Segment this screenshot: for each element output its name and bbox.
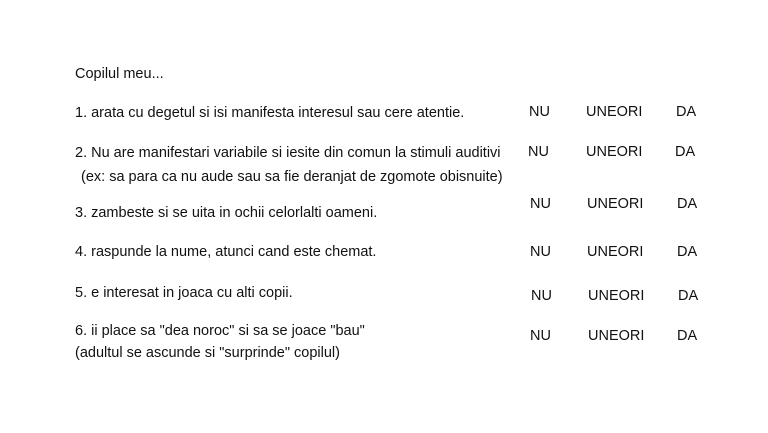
question-4-option-da[interactable]: DA [677,244,698,260]
question-1-option-da[interactable]: DA [676,104,697,120]
question-3-option-uneori[interactable]: UNEORI [587,196,644,212]
question-2-text: 2. Nu are manifestari variabile si iesite din comun la stimuli auditivi [75,145,501,161]
question-2-option-da[interactable]: DA [675,144,696,160]
question-6-option-da[interactable]: DA [677,328,698,344]
question-1-option-uneori[interactable]: UNEORI [586,104,643,120]
question-1-option-nu[interactable]: NU [529,104,550,120]
question-4-option-uneori[interactable]: UNEORI [587,244,644,260]
question-5-option-da[interactable]: DA [678,288,699,304]
question-2-option-nu[interactable]: NU [528,144,549,160]
question-5-text: 5. e interesat in joaca cu alti copii. [75,285,293,301]
slide-heading: Copilul meu... [75,66,164,82]
question-6-note: (adultul se ascunde si "surprinde" copilul) [75,345,340,361]
question-4-option-nu[interactable]: NU [530,244,551,260]
question-6-text: 6. ii place sa "dea noroc" si sa se joace "bau" [75,323,365,339]
question-2-option-uneori[interactable]: UNEORI [586,144,643,160]
question-3-option-da[interactable]: DA [677,196,698,212]
question-3-option-nu[interactable]: NU [530,196,551,212]
question-1-text: 1. arata cu degetul si isi manifesta interesul sau cere atentie. [75,105,465,121]
question-6-option-nu[interactable]: NU [530,328,551,344]
question-5-option-uneori[interactable]: UNEORI [588,288,645,304]
question-4-text: 4. raspunde la nume, atunci cand este chemat. [75,244,377,260]
question-5-option-nu[interactable]: NU [531,288,552,304]
question-2-note: (ex: sa para ca nu aude sau sa fie deranjat de zgomote obisnuite) [81,169,503,185]
question-6-option-uneori[interactable]: UNEORI [588,328,645,344]
question-3-text: 3. zambeste si se uita in ochii celorlalti oameni. [75,205,378,221]
